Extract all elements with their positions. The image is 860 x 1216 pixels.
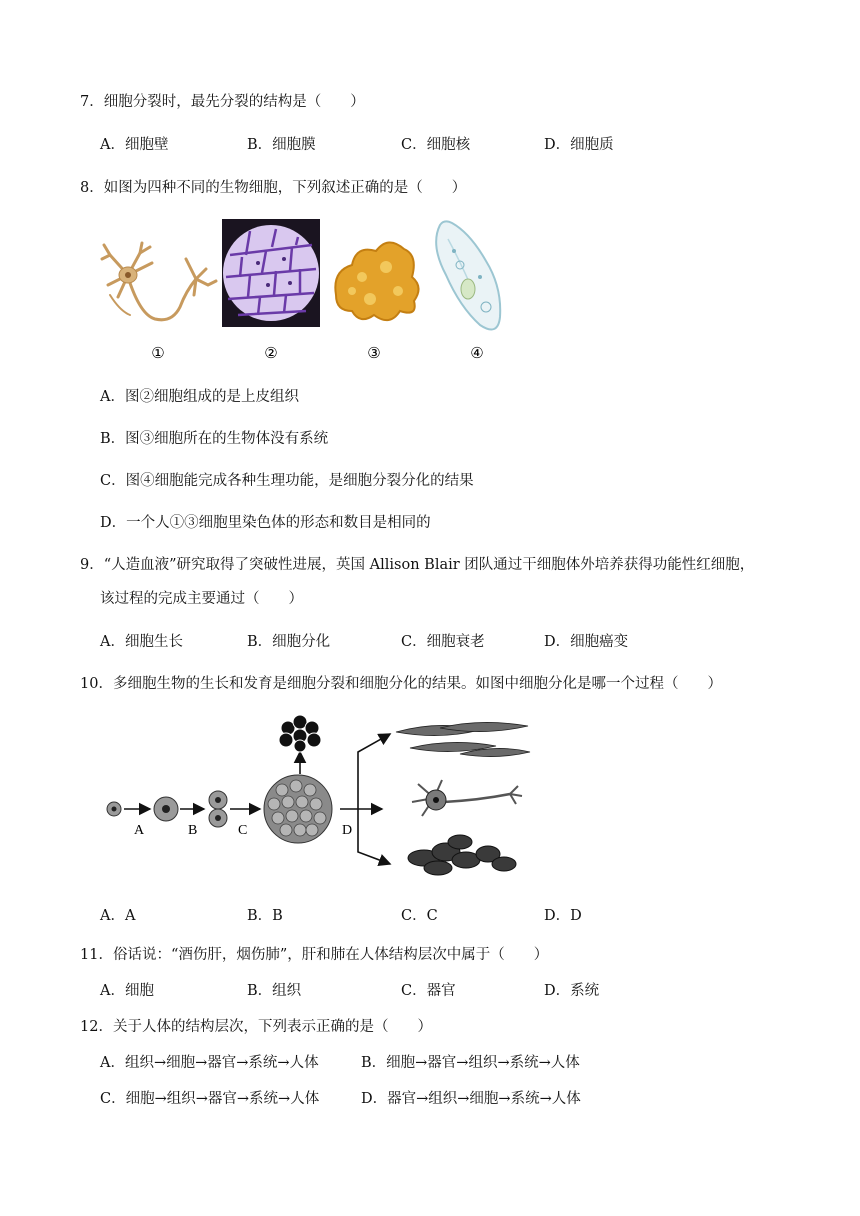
q12-option-b[interactable]: B．细胞→器官→组织→系统→人体 bbox=[361, 1055, 580, 1071]
q8-option-d[interactable]: D．一个人①③细胞里染色体的形态和数目是相同的 bbox=[100, 515, 431, 531]
q9-option-d[interactable]: D．细胞癌变 bbox=[544, 634, 629, 650]
q12-option-d[interactable]: D．器官→组织→细胞→系统→人体 bbox=[361, 1091, 581, 1107]
question-9-stem-continued: 该过程的完成主要通过（ ） bbox=[100, 591, 303, 607]
q10-figure-label-c: C bbox=[238, 823, 248, 838]
plant-epidermis-cell-image bbox=[222, 219, 320, 327]
q11-option-b[interactable]: B．组织 bbox=[247, 983, 302, 999]
q8-option-c[interactable]: C．图④细胞能完成各种生理功能，是细胞分裂分化的结果 bbox=[100, 473, 474, 489]
q10-option-d[interactable]: D．D bbox=[544, 908, 582, 924]
question-12-stem: 12．关于人体的结构层次，下列表示正确的是（ ） bbox=[80, 1019, 432, 1035]
q10-cell-division-differentiation-figure bbox=[100, 712, 540, 882]
q9-option-c[interactable]: C．细胞衰老 bbox=[401, 634, 485, 650]
q7-option-c[interactable]: C．细胞核 bbox=[401, 137, 471, 153]
question-7-stem: 7．细胞分裂时，最先分裂的结构是（ ） bbox=[80, 94, 365, 110]
q7-option-a[interactable]: A．细胞壁 bbox=[100, 137, 169, 153]
q8-option-a[interactable]: A．图②细胞组成的是上皮组织 bbox=[100, 389, 299, 405]
yellow-cell-mass-image bbox=[335, 242, 418, 320]
q10-figure-label-a: A bbox=[134, 823, 145, 838]
q8-figure-label-4: ④ bbox=[470, 344, 484, 362]
q8-cell-figure bbox=[100, 215, 520, 365]
q10-figure-label-d: D bbox=[342, 823, 353, 838]
q7-option-b[interactable]: B．细胞膜 bbox=[247, 137, 316, 153]
q8-figure-label-1: ① bbox=[151, 344, 165, 362]
q11-option-c[interactable]: C．器官 bbox=[401, 983, 456, 999]
paramecium-cell-image bbox=[436, 221, 500, 329]
q9-option-b[interactable]: B．细胞分化 bbox=[247, 634, 331, 650]
q9-option-a[interactable]: A．细胞生长 bbox=[100, 634, 183, 650]
q8-figure-label-2: ② bbox=[264, 344, 278, 362]
question-11-stem: 11．俗话说：“酒伤肝，烟伤肺”，肝和肺在人体结构层次中属于（ ） bbox=[80, 947, 549, 963]
q8-option-b[interactable]: B．图③细胞所在的生物体没有系统 bbox=[100, 431, 329, 447]
q11-option-d[interactable]: D．系统 bbox=[544, 983, 600, 999]
question-8-stem: 8．如图为四种不同的生物细胞，下列叙述正确的是（ ） bbox=[80, 180, 467, 196]
q12-option-c[interactable]: C．细胞→组织→器官→系统→人体 bbox=[100, 1091, 320, 1107]
neuron-cell-image bbox=[102, 243, 216, 320]
q8-figure-label-3: ③ bbox=[367, 344, 381, 362]
question-10-stem: 10．多细胞生物的生长和发育是细胞分裂和细胞分化的结果。如图中细胞分化是哪一个过程（ ） bbox=[80, 676, 722, 692]
q11-option-a[interactable]: A．细胞 bbox=[100, 983, 154, 999]
question-9-stem: 9．“人造血液”研究取得了突破性进展，英国 Allison Blair 团队通过干细胞体外培养获得功能性红细胞， bbox=[80, 557, 755, 573]
q10-figure-label-b: B bbox=[188, 823, 198, 838]
q7-option-d[interactable]: D．细胞质 bbox=[544, 137, 614, 153]
q10-option-c[interactable]: C．C bbox=[401, 908, 438, 924]
q10-option-b[interactable]: B．B bbox=[247, 908, 283, 924]
q12-option-a[interactable]: A．组织→细胞→器官→系统→人体 bbox=[100, 1055, 319, 1071]
q10-option-a[interactable]: A．A bbox=[100, 908, 136, 924]
